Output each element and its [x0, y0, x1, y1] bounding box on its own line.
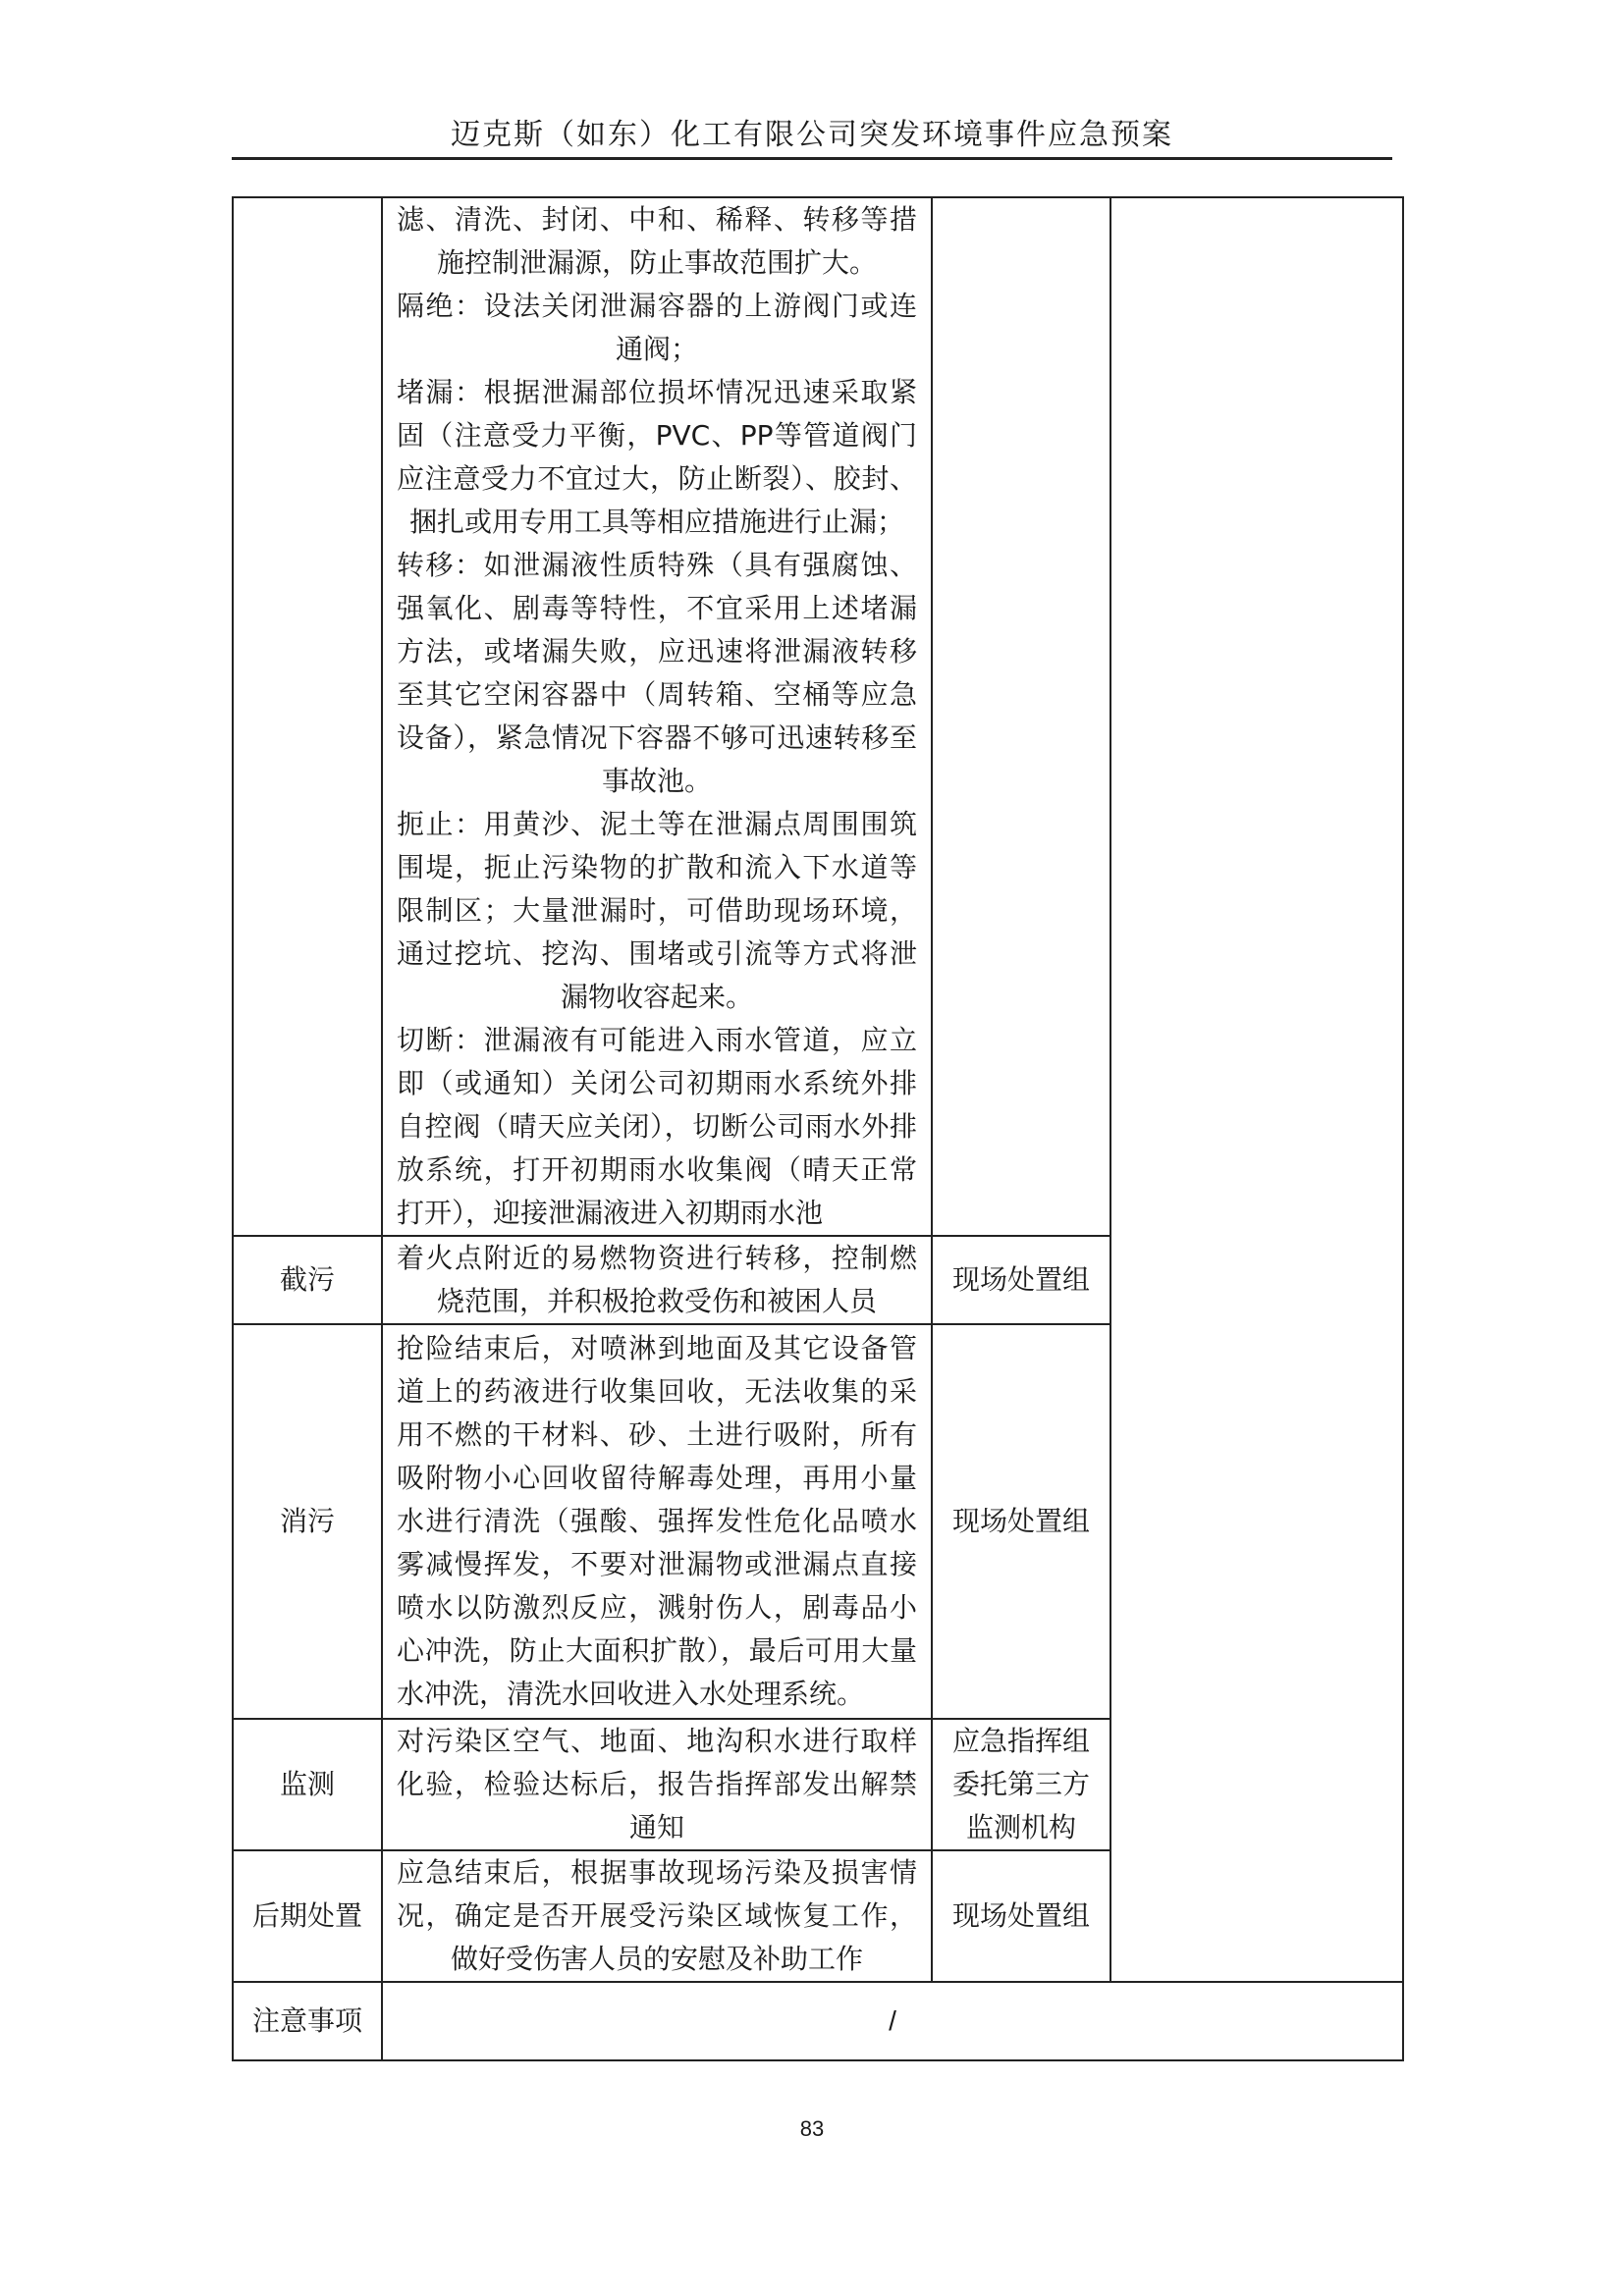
responsible-cell: 应急指挥组委托第三方监测机构: [932, 1719, 1110, 1850]
notes-label-cell: 注意事项: [233, 1982, 382, 2060]
notes-value-cell: /: [382, 1982, 1403, 2060]
measure-paragraph-cutoff: 切断：泄漏液有可能进入雨水管道，应立即（或通知）关闭公司初期雨水系统外排自控阀（晴天应关闭），切断公司雨水外排放系统，打开初期雨水收集阀（晴天正常打开），迎接泄漏液进入初期雨水池: [397, 1024, 917, 1229]
measure-paragraph-plug: 堵漏：根据泄漏部位损坏情况迅速采取紧固（注意受力平衡，PVC、PP等管道阀门应注意受力不宜过大，防止断裂）、胶封、捆扎或用专用工具等相应措施进行止漏；: [397, 376, 917, 538]
responsible-cell: 现场处置组: [932, 1236, 1110, 1324]
description-text: 对污染区空气、地面、地沟积水进行取样化验，检验达标后，报告指挥部发出解禁通知: [397, 1725, 917, 1843]
responsible-cell: 现场处置组: [932, 1324, 1110, 1719]
measure-paragraph-transfer: 转移：如泄漏液性质特殊（具有强腐蚀、强氧化、剧毒等特性，不宜采用上述堵漏方法，或堵漏失败，应迅速将泄漏液转移至其它空闲容器中（周转箱、空桶等应急设备），紧急情况下容器不够可迅速转移至事故池。: [397, 549, 917, 797]
measure-paragraph-contain: 扼止：用黄沙、泥土等在泄漏点周围围筑围堤，扼止污染物的扩散和流入下水道等限制区；大量泄漏时，可借助现场环境，通过挖坑、挖沟、围堵或引流等方式将泄漏物收容起来。: [397, 808, 917, 1013]
document-header-title: 迈克斯（如东）化工有限公司突发环境事件应急预案: [451, 118, 1173, 152]
measure-paragraph-isolate: 隔绝：设法关闭泄漏容器的上游阀门或连通阀；: [397, 290, 917, 365]
responsible-cell-empty: [932, 197, 1110, 1236]
step-cell: 监测: [233, 1719, 382, 1850]
emergency-measures-table: [232, 196, 1404, 2061]
step-cell-empty: [233, 197, 382, 1236]
table-row-notes: [233, 1982, 1403, 2060]
step-cell: 后期处置: [233, 1850, 382, 1982]
remarks-cell: [1110, 197, 1403, 1982]
description-text: 着火点附近的易燃物资进行转移，控制燃烧范围，并积极抢救受伤和被困人员: [397, 1242, 917, 1317]
responsible-cell: 现场处置组: [932, 1850, 1110, 1982]
step-cell: 截污: [233, 1236, 382, 1324]
measure-paragraph: 滤、清洗、封闭、中和、稀释、转移等措施控制泄漏源，防止事故范围扩大。: [397, 203, 917, 279]
step-cell: 消污: [233, 1324, 382, 1719]
description-cell: [382, 1850, 932, 1982]
description-cell-continued: [382, 197, 932, 1236]
table-row-continued: [233, 197, 1403, 1236]
page-number: 83: [799, 2116, 825, 2141]
description-cell: [382, 1719, 932, 1850]
description-cell: [382, 1236, 932, 1324]
header-rule: [232, 157, 1392, 160]
description-cell: [382, 1324, 932, 1719]
description-text: 应急结束后，根据事故现场污染及损害情况，确定是否开展受污染区域恢复工作，做好受伤害人员的安慰及补助工作: [397, 1856, 917, 1975]
description-text: 抢险结束后，对喷淋到地面及其它设备管道上的药液进行收集回收，无法收集的采用不燃的干材料、砂、土进行吸附，所有吸附物小心回收留待解毒处理，再用小量水进行清洗（强酸、强挥发性危化品喷水雾减慢挥发，不要对泄漏物或泄漏点直接喷水以防激烈反应，溅射伤人，剧毒品小心冲洗，防止大面积扩散），最后可用大量水冲洗，清洗水回收进入水处理系统。: [397, 1332, 917, 1710]
